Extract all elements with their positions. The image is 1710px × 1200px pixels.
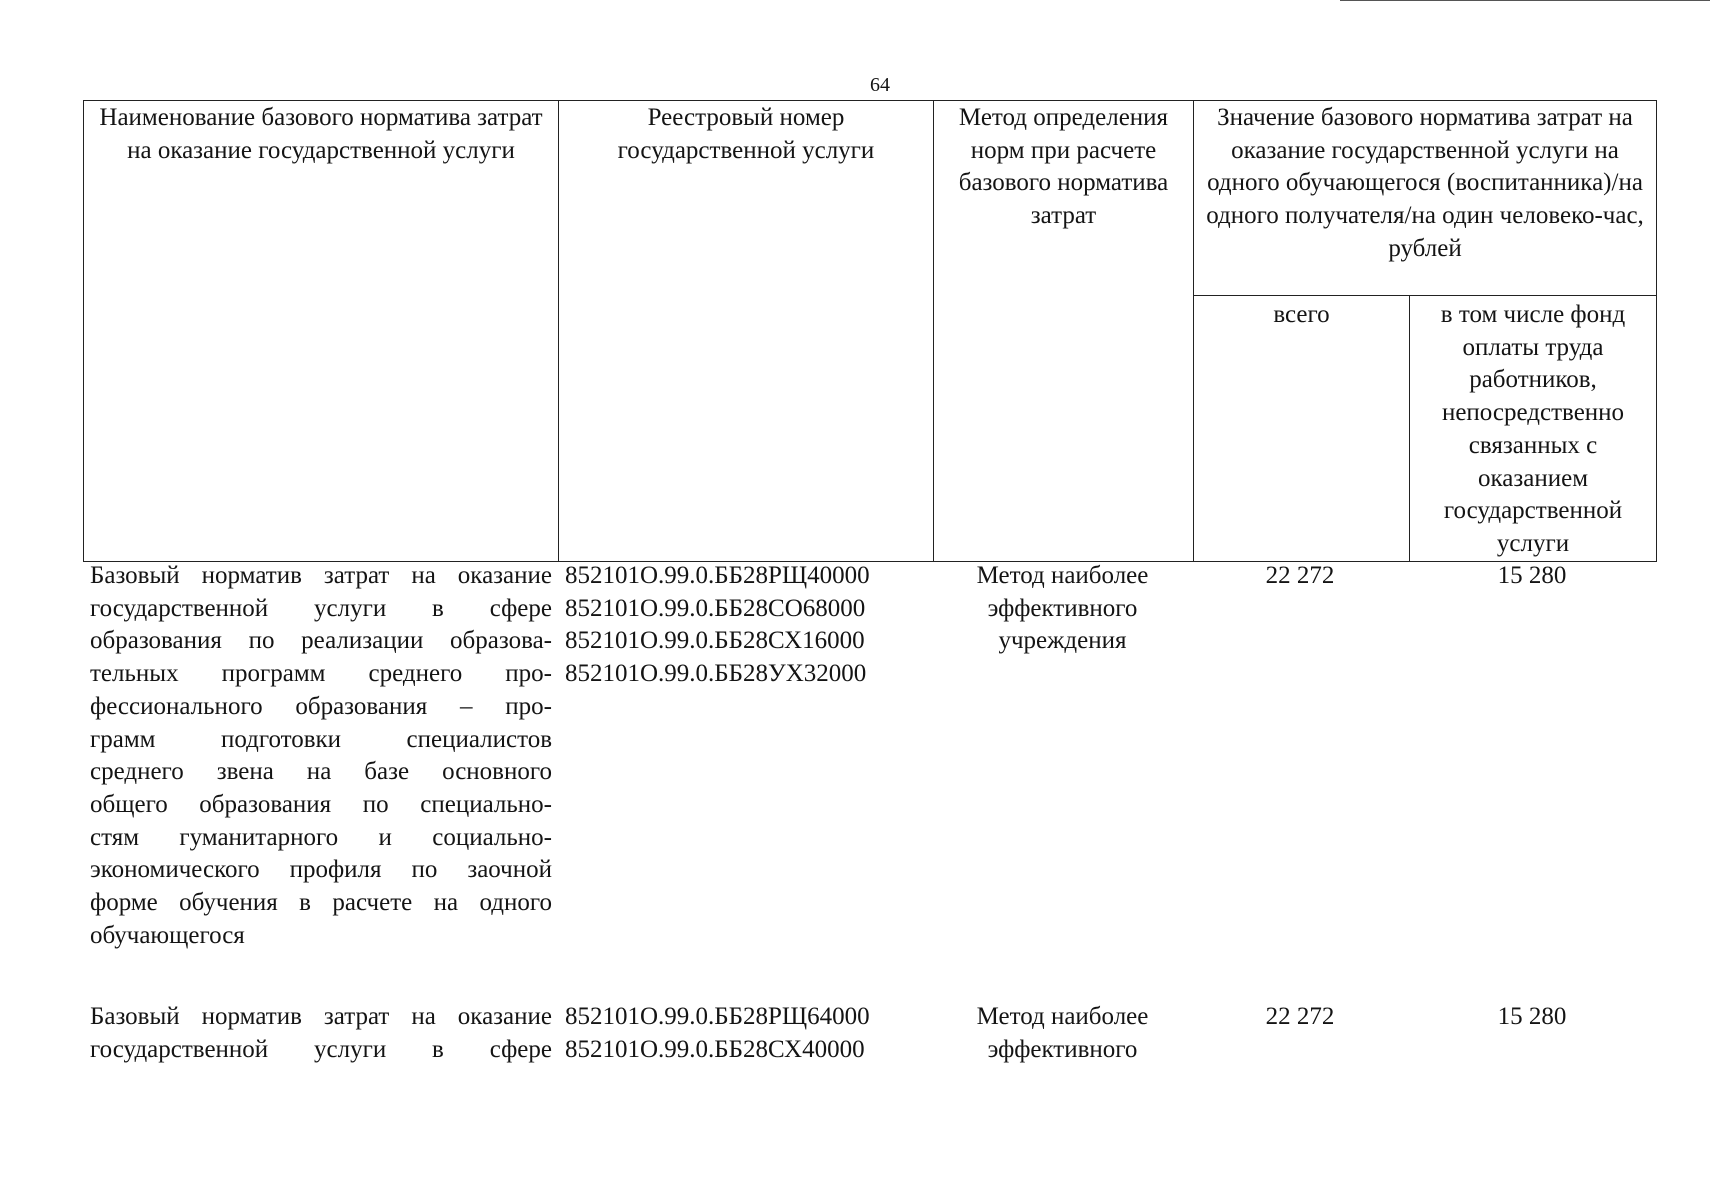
- row-name-line: фессионального образования – про-: [90, 692, 552, 720]
- row-method-line: Метод наиболее: [976, 1003, 1149, 1030]
- row-name-line: Базовый норматив затрат на оказание: [90, 562, 552, 589]
- row-name-line: грамм подготовки специалистов: [90, 725, 552, 753]
- table-header: [83, 100, 1657, 562]
- header-registry-number: Реестровый номер государственной услуги: [559, 101, 934, 562]
- header-method: Метод определения норм при расчете базового норматива затрат: [934, 101, 1194, 562]
- row-name-line: среднего звена на базе основного: [90, 758, 552, 786]
- row-name-line: образования по реализации образова-: [90, 627, 552, 655]
- page-number: 64: [870, 74, 890, 96]
- header-value: Значение базового норматива затрат на оказание государственной услуги на одного обучающегося (воспитанника)/на одного получателя/на один человеко-час, рублей: [1194, 101, 1657, 296]
- registry-code: 852101О.99.0.ББ28СХ16000: [565, 627, 865, 655]
- row-registry-codes: [565, 560, 925, 691]
- row-method-line: эффективного: [987, 594, 1138, 622]
- registry-code: 852101О.99.0.ББ28РЩ40000: [565, 562, 870, 589]
- registry-code: 852101О.99.0.ББ28СО68000: [565, 594, 866, 622]
- row-name-line: государственной услуги в сфере: [90, 1035, 552, 1063]
- registry-code: 852101О.99.0.ББ28СХ40000: [565, 1035, 865, 1063]
- row-name-line: Базовый норматив затрат на оказание: [90, 1003, 552, 1030]
- row-fot: 15 280: [1497, 1003, 1567, 1030]
- header-fot: в том числе фонд оплаты труда работников, непосредственно связанных с оказанием государственной услуги: [1410, 296, 1657, 562]
- row-name: [90, 560, 552, 952]
- row-name-line: экономического профиля по заочной: [90, 856, 552, 884]
- row-name-line: общего образования по специально-: [90, 790, 552, 818]
- registry-code: 852101О.99.0.ББ28УХ32000: [565, 660, 867, 688]
- row-name: [90, 1001, 552, 1066]
- row-total: 22 272: [1265, 1003, 1335, 1030]
- header-name: Наименование базового норматива затрат на оказание государственной услуги: [84, 101, 559, 562]
- row-name-line: тельных программ среднего про-: [90, 660, 552, 688]
- row-total: 22 272: [1265, 562, 1335, 589]
- row-method: [930, 560, 1195, 658]
- row-method-line: учреждения: [998, 627, 1127, 655]
- row-method: [930, 1001, 1195, 1066]
- row-method-line: Метод наиболее: [976, 562, 1149, 589]
- row-name-line: государственной услуги в сфере: [90, 594, 552, 622]
- row-method-line: эффективного: [987, 1035, 1138, 1063]
- row-name-line: форме обучения в расчете на одного: [90, 889, 552, 917]
- row-fot: 15 280: [1497, 562, 1567, 589]
- row-registry-codes: [565, 1001, 925, 1066]
- row-name-line: стям гуманитарного и социально-: [90, 823, 552, 851]
- header-total: всего: [1194, 296, 1410, 562]
- registry-code: 852101О.99.0.ББ28РЩ64000: [565, 1003, 870, 1030]
- top-right-rule: [1340, 0, 1710, 1]
- row-name-line: обучающегося: [90, 921, 245, 949]
